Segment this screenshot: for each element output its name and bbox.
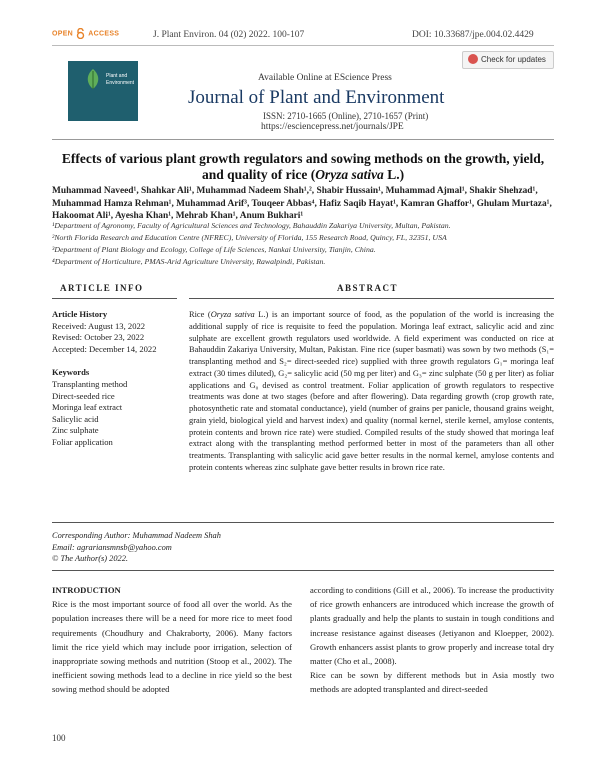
keywords-label: Keywords xyxy=(52,367,90,378)
revised-date: Revised: October 23, 2022 xyxy=(52,332,145,343)
affiliation-3: ³Department of Plant Biology and Ecology, College of Life Sciences, Nankai University, Tianjin, China. xyxy=(52,245,376,254)
body-paragraph: according to conditions (Gill et al., 2006). To increase the productivity of rice growth enhancers are introduced which increase the growth of plants gradually and help the plants to sustain in tough conditions and increase resistance against diseases (Jetiyanon and Kloepper, 2002). Growth enhancers assist plants to grow properly and increase total dry matter (Cho et al., 2008). xyxy=(310,585,554,667)
availability-line: Available Online at EScience Press xyxy=(258,73,392,83)
keyword: Foliar application xyxy=(52,436,113,447)
introduction-heading: INTRODUCTION xyxy=(52,585,121,595)
title-species: Oryza sativa xyxy=(315,167,384,182)
affiliations xyxy=(52,220,554,268)
abstract-start: Rice ( xyxy=(189,310,211,319)
cover-line-1: Plant and xyxy=(106,73,128,79)
keyword: Direct-seeded rice xyxy=(52,390,115,401)
copyright: © The Author(s) 2022. xyxy=(52,554,129,563)
abstract-heading: ABSTRACT xyxy=(337,283,399,293)
article-info-heading: ARTICLE INFO xyxy=(60,283,144,293)
keyword: Transplanting method xyxy=(52,378,128,389)
correspondence-divider xyxy=(52,570,554,571)
doi[interactable]: DOI: 10.33687/jpe.004.02.4429 xyxy=(412,30,534,40)
paper-title xyxy=(52,151,554,183)
body-left-column xyxy=(52,583,292,697)
accepted-date: Accepted: December 14, 2022 xyxy=(52,343,157,354)
corresponding-email[interactable]: Email: agrariansmnsb@yahoo.com xyxy=(52,542,172,552)
title-divider xyxy=(52,139,554,140)
affiliation-4: ⁴Department of Horticulture, PMAS-Arid Agriculture University, Rawalpindi, Pakistan. xyxy=(52,257,326,266)
check-updates-label: Check for updates xyxy=(481,55,546,64)
journal-cover-image xyxy=(68,61,138,121)
title-suffix: L.) xyxy=(383,167,405,182)
abstract-body: L.) is an important source of food, as the population of the world is increasing the additional supply of rice is requisite to feed the population. Moringa leaf extract, salicylic acid and zinc sulphate are excellent growth regulators used worldwide. A field experiment was conducted on rice at Bahauddin Zakariya University, Multan, Pakistan. Fine rice (super basmati) was sown by two methods (S₁= transplanting method and S₂= direct-seeded rice) supplied with three growth regulators G₁= moringa leaf extract (30 times diluted), G₂= salicylic acid (50 mg per liter) and G₃= zinc sulphate (50 g per liter) as foliar applications and G₀ devised as control treatment. Foliar application of growth regulators to respective treatments was done at two stages (before and after flowering). Data regarding growth (crop growth rate, photosynthetic rate and stomatal conductance), yield (number of grains per panicle, thousand grains weight, grain yield, biological yield and harvest index) and quality (normal kernel, sterile kernel, amylose contents, protein contents and brown rice rate) were studied. Compiled results of the study showed that moringa leaf extract along with the transplanting method performed better in most of the parameters than all other treatments. Transplanting with salicylic acid gave better results in the normal kernel, amylose contents and protein contents whereas zinc sulphate gave better results in brown rice rate. xyxy=(189,310,555,472)
abstract-divider xyxy=(189,298,554,299)
body-paragraph: Rice can be sown by different methods but in Asia mostly two methods are adopted transplanted and direct-seeded xyxy=(310,670,554,695)
article-info xyxy=(52,309,182,449)
history-label: Article History xyxy=(52,309,108,319)
keyword: Moringa leaf extract xyxy=(52,402,123,413)
open-lock-icon xyxy=(76,28,85,39)
abstract-bottom-divider xyxy=(52,522,554,523)
journal-reference: J. Plant Environ. 04 (02) 2022. 100-107 xyxy=(153,30,305,40)
open-access-logo xyxy=(52,28,119,39)
abstract-species: Oryza sativa xyxy=(210,310,255,319)
page-number: 100 xyxy=(52,733,66,743)
oa-left-text: OPEN xyxy=(52,30,74,38)
affiliation-1: ¹Department of Agronomy, Faculty of Agricultural Sciences and Technology, Bahauddin Zakariya University, Multan, Pakistan. xyxy=(52,221,451,230)
keyword: Salicylic acid xyxy=(52,413,99,424)
check-for-updates-button[interactable] xyxy=(462,51,554,69)
article-info-divider xyxy=(52,298,177,299)
affiliation-2: ²North Florida Research and Education Centre (NFREC), University of Florida, 155 Research Road, Quincy, FL, 32351, USA xyxy=(52,233,447,242)
leaf-icon xyxy=(82,67,104,91)
abstract-text xyxy=(189,309,554,474)
received-date: Received: August 13, 2022 xyxy=(52,320,146,331)
keyword: Zinc sulphate xyxy=(52,425,99,436)
corresponding-author: Corresponding Author: Muhammad Nadeem Shah xyxy=(52,531,221,540)
cover-title xyxy=(106,73,134,87)
journal-title: Journal of Plant and Environment xyxy=(188,87,445,108)
author-list: Muhammad Naveed¹, Shahkar Ali¹, Muhammad Nadeem Shah¹,², Shabir Hussain¹, Muhammad Ajmal¹, Shakir Shehzad¹, Muhammad Hamza Rehman¹, Muhammad Arif³, Touqeer Abbas⁴, Hafiz Saqib Hayat¹, Kamran Ghaffor¹, Ghulam Murtaza¹, Hakoomat Ali¹, Ayesha Khan¹, Mehrab Khan¹, Anum Bukhari¹ xyxy=(52,186,552,222)
issn: ISSN: 2710-1665 (Online), 2710-1657 (Print) xyxy=(263,111,429,121)
journal-url[interactable]: https://esciencepress.net/journals/JPE xyxy=(261,122,404,132)
cover-line-2: Environment xyxy=(106,80,135,86)
oa-right-text: ACCESS xyxy=(88,30,120,38)
body-right-column xyxy=(310,583,554,697)
correspondence xyxy=(52,530,221,565)
crossmark-icon xyxy=(468,54,478,64)
introduction-paragraph: Rice is the most important source of food all over the world. As the population increases there will be a need for more rice to meet food requirements (Choudhury and Chakraborty, 2006). Many factors limit the rice yield which may include poor irrigation, selection of inappropriate sowing methods and nutrition (Stoop et al., 2002). The inefficient sowing methods lead to a decline in rice yield so the best sowing method should be adopted xyxy=(52,599,292,695)
header-divider xyxy=(52,45,554,46)
title-text: Effects of various plant growth regulators and sowing methods on the growth, yield, and quality of rice ( xyxy=(61,151,545,182)
